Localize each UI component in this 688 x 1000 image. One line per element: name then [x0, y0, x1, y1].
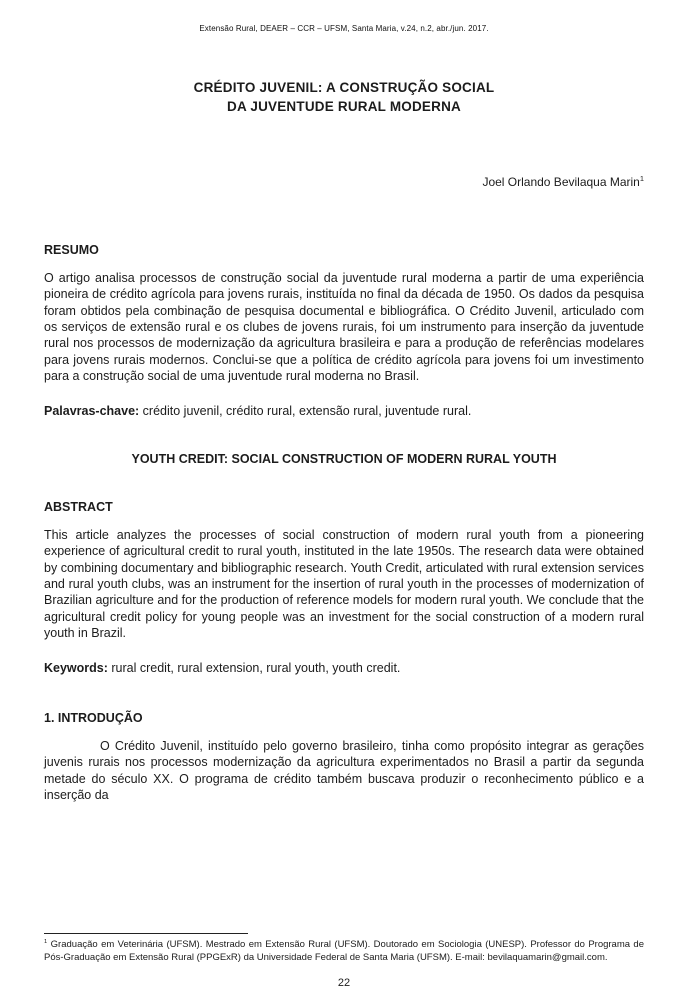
- resumo-keywords-list: crédito juvenil, crédito rural, extensão rural, juventude rural.: [139, 404, 472, 419]
- footnote-body: Graduação em Veterinária (UFSM). Mestrado em Extensão Rural (UFSM). Doutorado em Sociologia (UNESP). Professor do Programa de Pós-Graduação em Extensão Rural (PPGExR) da Universidade Federal de Santa Maria (UFSM). E-mail: bevilaquamarin@gmail.com.: [44, 939, 644, 963]
- article-title-line-1: CRÉDITO JUVENIL: A CONSTRUÇÃO SOCIAL: [193, 80, 495, 95]
- running-header: Extensão Rural, DEAER – CCR – UFSM, Santa Maria, v.24, n.2, abr./jun. 2017.: [199, 24, 489, 33]
- introduction-heading: 1. INTRODUÇÃO: [44, 710, 143, 725]
- footnote-area: [44, 933, 644, 964]
- abstract-keywords: [44, 660, 644, 676]
- footnote-separator: [44, 933, 248, 934]
- abstract-heading: ABSTRACT: [44, 499, 113, 514]
- resumo-heading: RESUMO: [44, 242, 99, 257]
- page-number: 22: [337, 977, 351, 989]
- article-title: [44, 79, 644, 117]
- author-line: [44, 175, 644, 189]
- author-name: Joel Orlando Bevilaqua Marin: [482, 174, 640, 189]
- introduction-paragraph: O Crédito Juvenil, instituído pelo governo brasileiro, tinha como propósito integrar as gerações juvenis rurais nos processos modernização da agricultura experimentados no Brasil a partir da segunda metade do século XX. O programa de crédito também buscava produzir o reconhecimento público e a inserção da: [44, 738, 644, 802]
- resumo-keywords: [44, 403, 644, 419]
- footnote-ref: 1: [44, 939, 48, 946]
- resumo-paragraph: O artigo analisa processos de construção social da juventude rural moderna a partir de uma experiência pioneira de crédito agrícola para jovens rurais, instituída no final da década de 1950. Os dados da pesquisa foram obtidos pela combinação de pesquisa documental e bibliográfica. O Crédito Juvenil, articulado com os serviços de extensão rural e os clubes de jovens rurais, foi um instrumento para inserção da juventude rural nos processos de modernização da agricultura brasileira e para a produção de referências modelares para jovens rurais modernos. Conclui-se que a política de crédito agrícola para jovens foi um investimento para a construção social de uma juventude rural moderna no Brasil.: [44, 270, 644, 384]
- footnote-text: [44, 939, 644, 964]
- author-footnote-ref: 1: [639, 173, 644, 183]
- english-title: YOUTH CREDIT: SOCIAL CONSTRUCTION OF MODERN RURAL YOUTH: [131, 451, 557, 466]
- article-title-line-2: DA JUVENTUDE RURAL MODERNA: [227, 98, 461, 114]
- abstract-paragraph: This article analyzes the processes of social construction of modern rural youth from a pioneering experience of agricultural credit to rural youth, instituted in the late 1950s. The research data were obtained by combining documentary and bibliographic research. Youth Credit, articulated with rural extension services and rural youth clubs, was an instrument for the insertion of rural youth in the processes of modernization of Brazilian agriculture and for the production of reference models for modern rural youth. We conclude that the agricultural credit policy for young people was an investment for the social construction of a modern rural youth in Brazil.: [44, 527, 644, 641]
- abstract-keywords-label: Keywords:: [44, 661, 108, 676]
- abstract-keywords-list: rural credit, rural extension, rural youth, youth credit.: [107, 661, 401, 676]
- resumo-keywords-label: Palavras-chave:: [44, 404, 140, 419]
